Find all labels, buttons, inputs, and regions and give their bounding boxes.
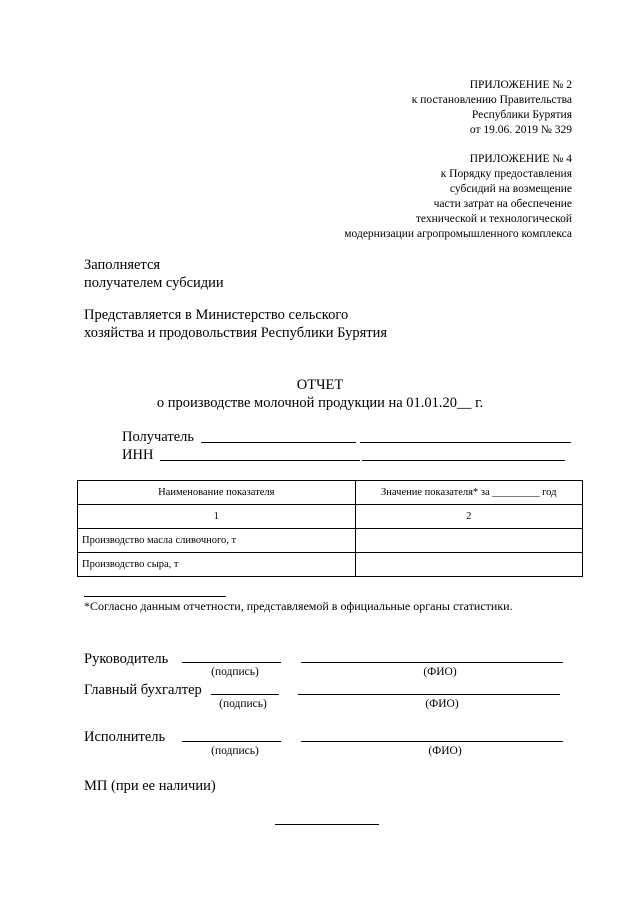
footnote-divider	[84, 596, 226, 597]
appendix-4-title: ПРИЛОЖЕНИЕ № 4	[469, 153, 572, 165]
table-row	[78, 553, 583, 577]
recipient-label: Получатель	[122, 429, 194, 445]
table-row	[78, 529, 583, 553]
inn-field-2[interactable]	[362, 460, 565, 461]
stamp-note: МП (при ее наличии)	[84, 778, 216, 794]
appendix-2-block	[300, 78, 572, 138]
filled-by-note	[84, 256, 224, 292]
footnote: *Согласно данным отчетности, представляемой в официальные органы статистики.	[84, 599, 513, 613]
submitted-to-line: Представляется в Министерство сельского	[84, 307, 349, 323]
appendix-2-date: от 19.06. 2019 № 329	[469, 124, 572, 136]
submitted-to-line: хозяйства и продовольствия Республики Бурятия	[84, 325, 388, 341]
executor-name-field[interactable]	[301, 741, 563, 742]
appendix-4-line: технической и технологической	[415, 213, 572, 225]
appendix-4-block	[260, 152, 572, 242]
name-caption: (ФИО)	[428, 745, 462, 757]
inn-label: ИНН	[122, 447, 154, 463]
sign-caption: (подпись)	[211, 745, 259, 757]
inn-field-1[interactable]	[160, 460, 360, 461]
table-number-row	[78, 505, 583, 529]
column-header: Наименование показателя	[78, 481, 356, 505]
name-caption: (ФИО)	[423, 666, 457, 678]
recipient-field-1[interactable]	[201, 442, 356, 443]
head-signature-field[interactable]	[182, 662, 281, 663]
column-number: 1	[78, 505, 356, 529]
sign-caption: (подпись)	[219, 698, 267, 710]
accountant-signature-field[interactable]	[211, 694, 279, 695]
filled-by-line: Заполняется	[84, 257, 161, 273]
table-header-row	[78, 481, 583, 505]
column-header: Значение показателя* за _________ год	[355, 481, 582, 505]
indicator-value[interactable]	[355, 529, 582, 553]
appendix-2-line: к постановлению Правительства	[411, 94, 572, 106]
appendix-4-line: части затрат на обеспечение	[433, 198, 572, 210]
appendix-4-line: к Порядку предоставления	[440, 168, 572, 180]
recipient-field-2[interactable]	[360, 442, 571, 443]
submitted-to-note	[84, 306, 387, 342]
head-label: Руководитель	[84, 651, 169, 667]
column-number: 2	[355, 505, 582, 529]
appendix-2-title: ПРИЛОЖЕНИЕ № 2	[469, 79, 572, 91]
appendix-4-line: модернизации агропромышленного комплекса	[344, 228, 572, 240]
accountant-name-field[interactable]	[298, 694, 560, 695]
filled-by-line: получателем субсидии	[84, 275, 224, 291]
indicator-name: Производство масла сливочного, т	[78, 529, 356, 553]
appendix-4-line: субсидий на возмещение	[449, 183, 572, 195]
executor-signature-field[interactable]	[182, 741, 281, 742]
indicator-name: Производство сыра, т	[78, 553, 356, 577]
indicators-table	[77, 480, 583, 577]
head-name-field[interactable]	[301, 662, 563, 663]
report-subtitle: о производстве молочной продукции на 01.01.20__ г.	[156, 395, 484, 411]
report-title: ОТЧЕТ	[296, 377, 344, 393]
name-caption: (ФИО)	[425, 698, 459, 710]
accountant-label: Главный бухгалтер	[84, 682, 202, 698]
indicator-value[interactable]	[355, 553, 582, 577]
executor-label: Исполнитель	[84, 729, 166, 745]
sign-caption: (подпись)	[211, 666, 259, 678]
bottom-divider	[275, 824, 379, 825]
appendix-2-line: Республики Бурятия	[471, 109, 572, 121]
